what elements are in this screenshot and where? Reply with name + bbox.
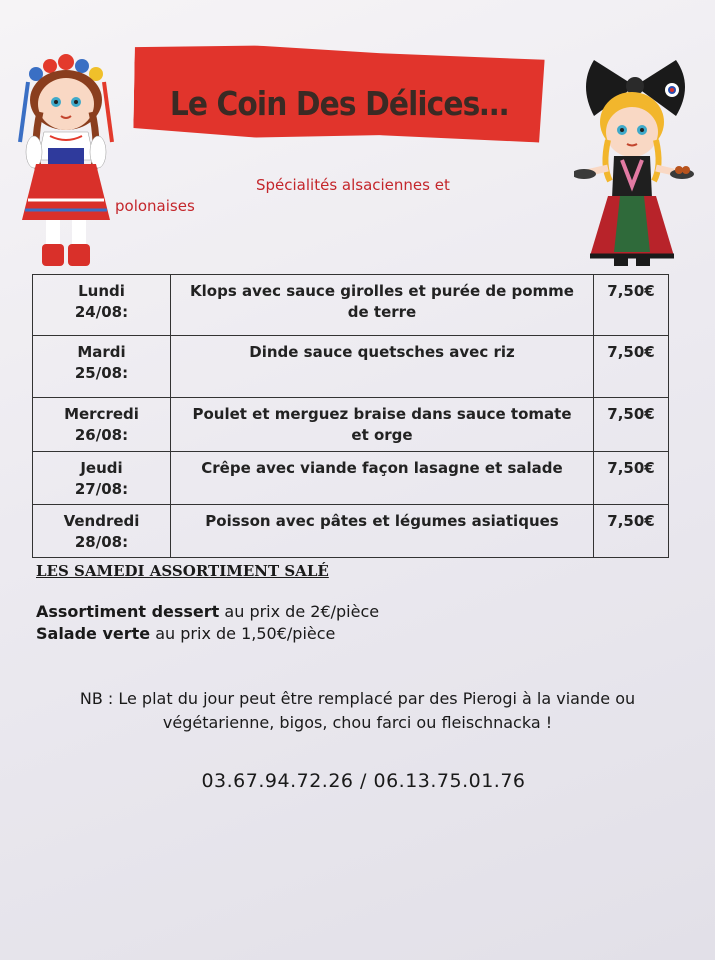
menu-day: Vendredi [63, 512, 140, 530]
dessert-offer-price: au prix de 2€/pièce [219, 602, 380, 621]
menu-day-cell [33, 275, 171, 336]
salad-offer-price: au prix de 1,50€/pièce [150, 624, 336, 643]
menu-row [33, 452, 669, 505]
menu-dish: Crêpe avec viande façon lasagne et salade [201, 459, 563, 477]
salad-offer-name: Salade verte [36, 624, 151, 643]
subtitle-line1: Spécialités alsaciennes et [256, 176, 450, 194]
note-line1: NB : Le plat du jour peut être remplacé par des Pierogi à la viande ou [79, 689, 636, 708]
menu-day: Lundi [78, 282, 125, 300]
menu-day-cell [33, 505, 171, 558]
menu-price: 7,50€ [594, 275, 669, 336]
phone-numbers: 03.67.94.72.26 / 06.13.75.01.76 [201, 770, 526, 792]
menu-dish: Poulet et merguez braise dans sauce tomate [192, 405, 572, 423]
menu-day: Jeudi [80, 459, 123, 477]
menu-price: 7,50€ [594, 505, 669, 558]
salad-offer [36, 624, 335, 643]
menu-dish-cont: et orge [351, 426, 413, 444]
menu-price: 7,50€ [594, 452, 669, 505]
menu-date: 28/08: [74, 533, 129, 551]
menu-row [33, 398, 669, 452]
menu-dish-cell [171, 275, 594, 336]
menu-date: 24/08: [74, 303, 129, 321]
menu-dish: Klops avec sauce girolles et purée de pomme [190, 282, 574, 300]
dessert-offer [36, 602, 379, 621]
saturday-heading: LES SAMEDI ASSORTIMENT SALÉ [36, 562, 329, 580]
menu-day-cell [33, 336, 171, 398]
subtitle-line2: polonaises [115, 197, 195, 215]
page-title: Le Coin Des Délices… [169, 84, 509, 123]
dessert-offer-name: Assortiment dessert [36, 602, 220, 621]
polish-doll-icon [14, 52, 119, 272]
weekly-menu-table [32, 274, 669, 558]
menu-day: Mercredi [64, 405, 139, 423]
menu-dish-cont: de terre [347, 303, 417, 321]
menu-day: Mardi [77, 343, 126, 361]
menu-row [33, 505, 669, 558]
menu-price: 7,50€ [594, 336, 669, 398]
menu-row [33, 336, 669, 398]
menu-dish-cell [171, 398, 594, 452]
menu-dish: Dinde sauce quetsches avec riz [249, 343, 515, 361]
menu-day-cell [33, 452, 171, 505]
menu-dish-cell [171, 452, 594, 505]
alsatian-doll-icon [574, 56, 696, 268]
menu-date: 25/08: [74, 364, 129, 382]
menu-row [33, 275, 669, 336]
menu-dish: Poisson avec pâtes et légumes asiatiques [205, 512, 559, 530]
menu-date: 26/08: [74, 426, 129, 444]
menu-day-cell [33, 398, 171, 452]
menu-price: 7,50€ [594, 398, 669, 452]
note-line2: végétarienne, bigos, chou farci ou fleischnacka ! [162, 713, 553, 732]
menu-date: 27/08: [74, 480, 129, 498]
note-text [40, 687, 675, 735]
menu-dish-cell [171, 505, 594, 558]
menu-dish-cell [171, 336, 594, 398]
